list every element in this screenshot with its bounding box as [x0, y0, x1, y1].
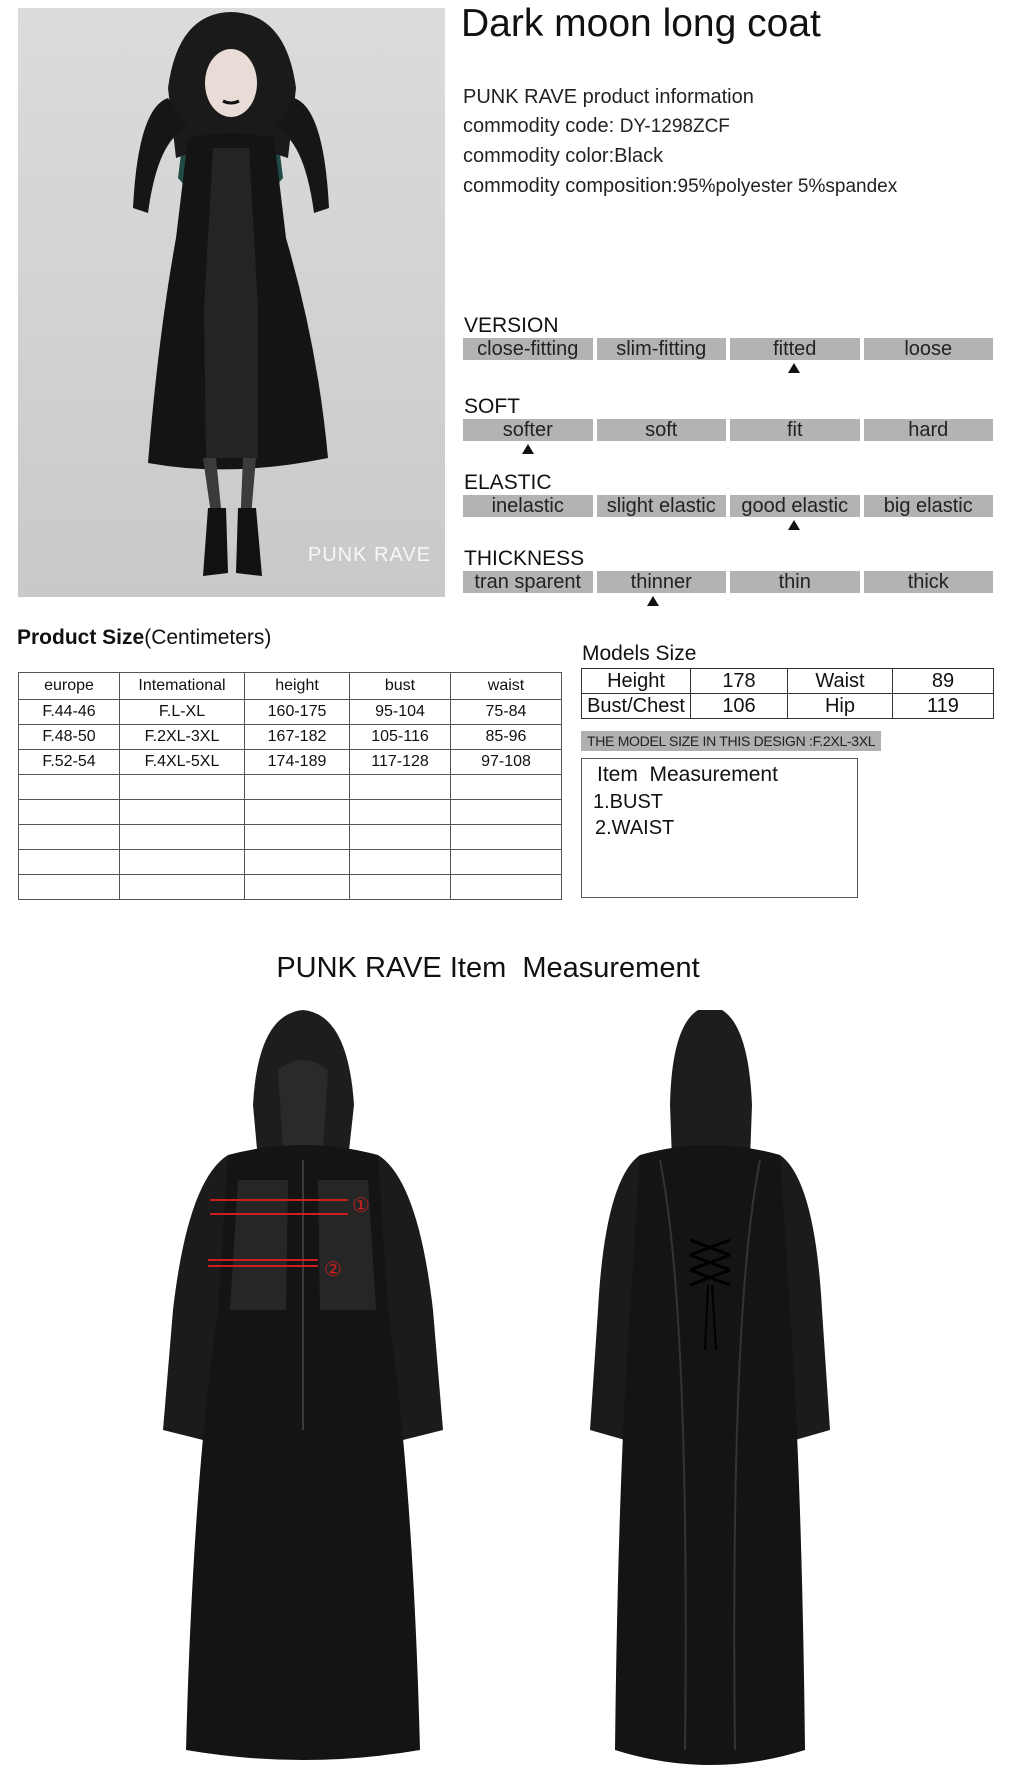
table-cell: 160-175 [245, 700, 350, 725]
table-row [19, 700, 562, 725]
scale-row-version [463, 338, 993, 360]
table-cell: 167-182 [245, 725, 350, 750]
item-box-title: Item Measurement [597, 763, 778, 786]
hero-model-photo [18, 8, 445, 597]
commodity-code [463, 113, 730, 140]
table-header: bust [350, 673, 451, 700]
waist-marker: ② [324, 1259, 342, 1281]
table-cell: F.48-50 [19, 725, 120, 750]
scale-option: thick [864, 571, 994, 593]
item-entry-bust: 1.BUST [593, 791, 664, 813]
scale-option: thin [730, 571, 860, 593]
scale-marker-version [788, 363, 800, 373]
commodity-color [463, 143, 663, 169]
scale-row-elastic [463, 495, 993, 517]
table-cell: Waist [788, 669, 893, 694]
table-row [582, 669, 994, 694]
code-label: commodity code: [463, 115, 615, 137]
table-row-empty [19, 825, 562, 850]
scale-row-thickness [463, 571, 993, 593]
table-row-empty [19, 850, 562, 875]
scale-option: hard [864, 419, 994, 441]
table-cell: 105-116 [350, 725, 451, 750]
table-cell: F.2XL-3XL [120, 725, 245, 750]
scale-option: fitted [730, 338, 860, 360]
table-header: Intemational [120, 673, 245, 700]
model-size-note: THE MODEL SIZE IN THIS DESIGN :F.2XL-3XL [581, 731, 881, 751]
size-heading-bold: Product Size [17, 626, 145, 649]
scale-option: thinner [597, 571, 727, 593]
table-cell: 174-189 [245, 750, 350, 775]
scale-title-thickness: THICKNESS [464, 547, 585, 570]
scale-option: inelastic [463, 495, 593, 517]
table-cell: F.4XL-5XL [120, 750, 245, 775]
table-cell: F.52-54 [19, 750, 120, 775]
models-size-table [581, 668, 994, 719]
table-cell: 117-128 [350, 750, 451, 775]
table-header: waist [451, 673, 562, 700]
table-row-empty [19, 775, 562, 800]
table-cell: Hip [788, 694, 893, 719]
bust-marker: ① [352, 1195, 370, 1217]
table-header-row [19, 673, 562, 700]
scale-title-version: VERSION [464, 314, 559, 337]
color-label: commodity color: [463, 145, 615, 167]
item-entry-waist: 2.WAIST [595, 817, 675, 839]
table-header: height [245, 673, 350, 700]
scale-option: soft [597, 419, 727, 441]
item-measurement-box [581, 758, 858, 898]
table-row [582, 694, 994, 719]
table-cell: Height [582, 669, 691, 694]
table-row-empty [19, 800, 562, 825]
table-cell: 119 [893, 694, 994, 719]
scale-option: softer [463, 419, 593, 441]
scale-option: loose [864, 338, 994, 360]
scale-marker-elastic [788, 520, 800, 530]
table-cell: 106 [691, 694, 788, 719]
composition-label: commodity composition: [463, 175, 678, 197]
scale-option: good elastic [730, 495, 860, 517]
table-cell: 178 [691, 669, 788, 694]
commodity-composition [463, 173, 897, 200]
scale-title-elastic: ELASTIC [464, 471, 552, 494]
size-table-heading [17, 626, 271, 650]
table-cell: 97-108 [451, 750, 562, 775]
table-cell: Bust/Chest [582, 694, 691, 719]
model-illustration [18, 8, 445, 597]
code-value: DY-1298ZCF [619, 116, 730, 137]
scale-option: close-fitting [463, 338, 593, 360]
color-value: Black [614, 145, 664, 167]
scale-marker-soft [522, 444, 534, 454]
watermark: PUNK RAVE [307, 544, 431, 566]
table-cell: 95-104 [350, 700, 451, 725]
table-cell: 89 [893, 669, 994, 694]
models-size-heading: Models Size [582, 642, 697, 665]
product-size-table [18, 672, 562, 900]
table-cell: 75-84 [451, 700, 562, 725]
table-row [19, 725, 562, 750]
scale-option: fit [730, 419, 860, 441]
coat-back-view [590, 1010, 830, 1770]
scale-row-soft [463, 419, 993, 441]
composition-value: 95%polyester 5%spandex [677, 176, 898, 197]
scale-title-soft: SOFT [464, 395, 520, 418]
table-header: europe [19, 673, 120, 700]
size-heading-unit: (Centimeters) [144, 626, 272, 649]
info-heading: PUNK RAVE product information [463, 86, 754, 108]
scale-option: slim-fitting [597, 338, 727, 360]
table-cell: 85-96 [451, 725, 562, 750]
scale-option: slight elastic [597, 495, 727, 517]
table-row [19, 750, 562, 775]
scale-marker-thickness [647, 596, 659, 606]
product-title: Dark moon long coat [461, 2, 821, 45]
table-cell: F.L-XL [120, 700, 245, 725]
measurement-heading: PUNK RAVE Item Measurement [276, 952, 700, 984]
table-cell: F.44-46 [19, 700, 120, 725]
table-row-empty [19, 875, 562, 900]
scale-option: tran sparent [463, 571, 593, 593]
coat-front-view [158, 1010, 448, 1770]
scale-option: big elastic [864, 495, 994, 517]
